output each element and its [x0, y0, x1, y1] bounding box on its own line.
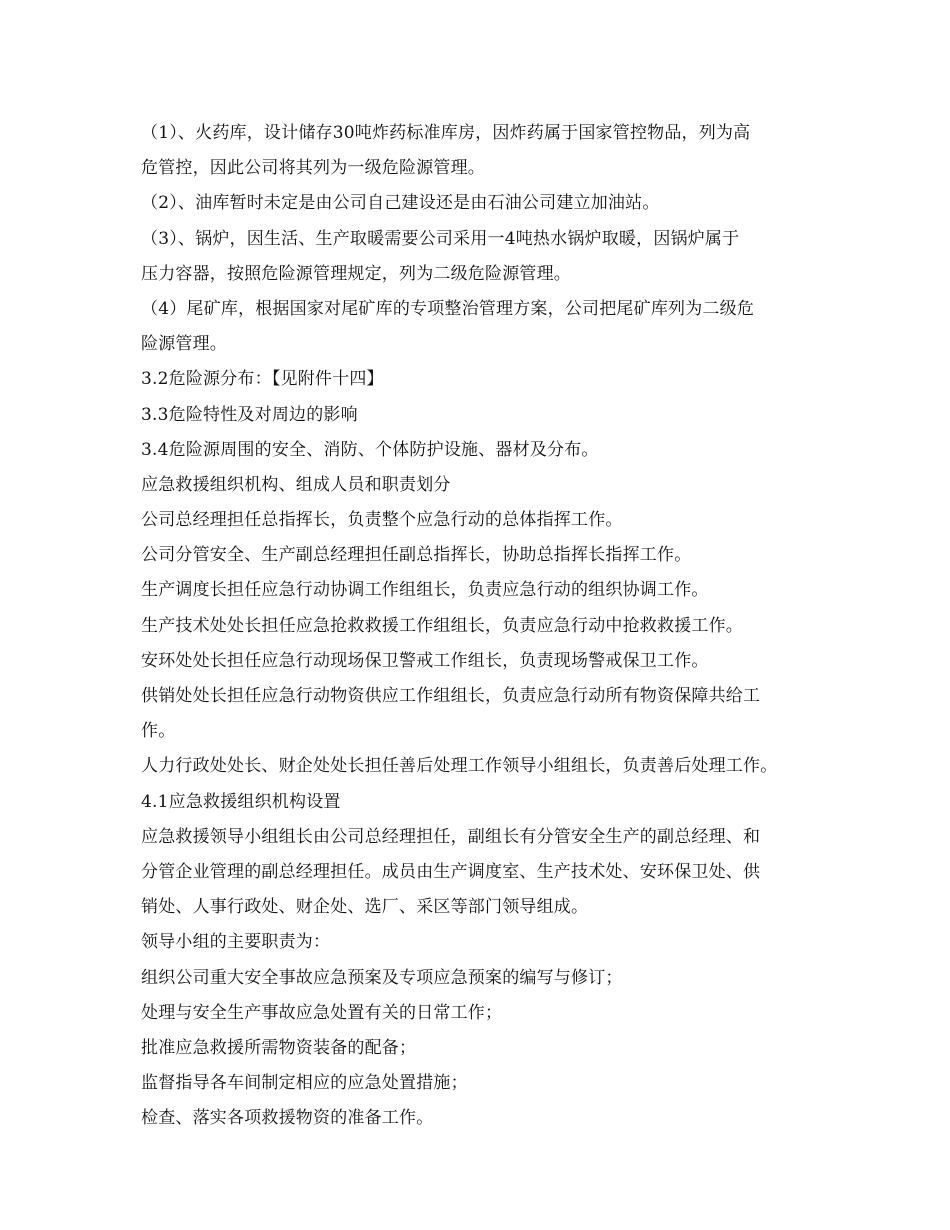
text-line: 销处、人事行政处、财企处、选厂、采区等部门领导组成。	[141, 897, 589, 918]
text-line: 生产技术处处长担任应急抢救救援工作组组长，负责应急行动中抢救救援工作。	[141, 615, 743, 636]
text-line: 人力行政处处长、财企处处长担任善后处理工作领导小组组长，负责善后处理工作。	[141, 756, 778, 777]
text-line: 压力容器，按照危险源管理规定，列为二级危险源管理。	[141, 263, 571, 284]
section-heading: 3.4危险源周围的安全、消防、个体防护设施、器材及分布。	[141, 439, 599, 460]
document-body	[141, 116, 821, 1136]
text-line: 安环处处长担任应急行动现场保卫警戒工作组长，负责现场警戒保卫工作。	[141, 650, 709, 671]
text-line: 分管企业管理的副总经理担任。成员由生产调度室、生产技术处、安环保卫处、供	[141, 861, 761, 882]
text-line: 领导小组的主要职责为：	[141, 932, 331, 953]
text-line: 公司总经理担任总指挥长，负责整个应急行动的总体指挥工作。	[141, 510, 623, 531]
list-item: 监督指导各车间制定相应的应急处置措施；	[141, 1073, 468, 1094]
text-line: 作。	[141, 721, 176, 742]
text-line: （3）、锅炉，因生活、生产取暖需要公司采用一4吨热水锅炉取暖，因锅炉属于	[141, 228, 740, 249]
text-line: 应急救援领导小组组长由公司总经理担任，副组长有分管安全生产的副总经理、和	[141, 826, 761, 847]
text-line: 危管控，因此公司将其列为一级危险源管理。	[141, 158, 485, 179]
text-line: 公司分管安全、生产副总经理担任副总指挥长，协助总指挥长指挥工作。	[141, 545, 692, 566]
list-item: 批准应急救援所需物资装备的配备；	[141, 1037, 417, 1058]
section-heading: 3.2危险源分布：【见附件十四】	[141, 369, 384, 390]
list-item: 处理与安全生产事故应急处置有关的日常工作；	[141, 1002, 503, 1023]
text-line: 生产调度长担任应急行动协调工作组组长，负责应急行动的组织协调工作。	[141, 580, 709, 601]
list-item: 组织公司重大安全事故应急预案及专项应急预案的编写与修订；	[141, 967, 623, 988]
text-line: （2）、油库暂时未定是由公司自己建设还是由石油公司建立加油站。	[141, 193, 660, 214]
text-line: 供销处处长担任应急行动物资供应工作组组长，负责应急行动所有物资保障共给工	[141, 686, 761, 706]
section-heading: 应急救援组织机构、组成人员和职责划分	[141, 474, 451, 495]
text-line: （4）尾矿库，根据国家对尾矿库的专项整治管理方案，公司把尾矿库列为二级危	[141, 298, 755, 319]
text-line: （1）、火药库，设计储存30吨炸药标准库房，因炸药属于国家管控物品，列为高	[141, 123, 751, 143]
section-heading: 3.3危险特性及对周边的影响	[141, 404, 358, 425]
list-item: 检查、落实各项救援物资的准备工作。	[141, 1108, 434, 1129]
section-heading: 4.1应急救援组织机构设置	[141, 791, 341, 812]
text-line: 险源管理。	[141, 334, 227, 355]
